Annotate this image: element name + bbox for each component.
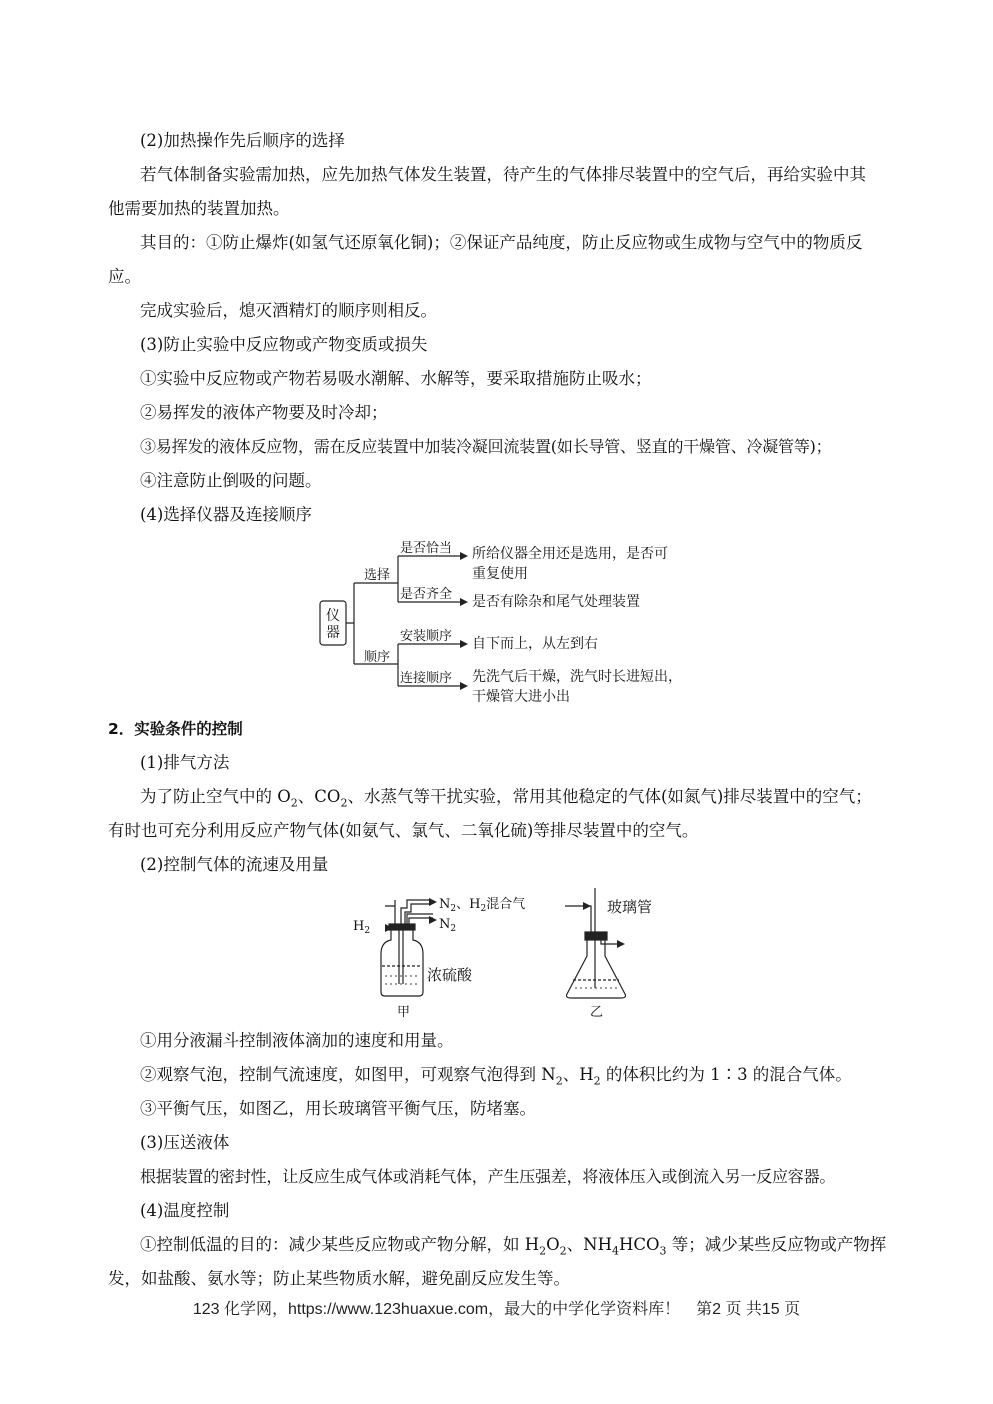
line-sec-heat: (2)加热操作先后顺序的选择 <box>140 131 345 150</box>
label-glass-tube: 玻璃管 <box>607 898 653 916</box>
label-h2-in: $H_2$ <box>353 919 371 936</box>
label-mix-gas: $N_2$、$H_2$混合气 <box>439 897 526 914</box>
line-heat-p2a: 其目的：①防止爆炸(如氢气还原氧化铜)；②保证产品纯度，防止反应物或生成物与空气中的物质反 <box>140 233 863 252</box>
tree-a-proper-2: 重复使用 <box>472 566 528 582</box>
gas-apparatus-figure <box>345 884 675 1024</box>
tree-a-connect-1: 先洗气后干燥，洗气时长进短出， <box>472 669 682 685</box>
tree-a-connect-2: 干燥管大进小出 <box>472 689 570 705</box>
line-exhaust-a: 为了防止空气中的 $O_2$、$CO_2$、水蒸气等干扰实验，常用其他稳定的气体(如氮气)排尽装置中的空气； <box>140 787 872 810</box>
tree-a-complete: 是否有除杂和尾气处理装置 <box>472 594 640 610</box>
label-n2-in: $N_2$ <box>439 917 457 934</box>
line-heat-p2b: 应。 <box>108 267 141 286</box>
line-heat-p1a: 若气体制备实验需加热，应先加热气体发生装置，待产生的气体排尽装置中的空气后，再给实验中其 <box>140 165 866 184</box>
tree-q-proper: 是否恰当 <box>400 541 453 556</box>
line-sec-press: (3)压送液体 <box>140 1133 230 1152</box>
line-sec-flow: (2)控制气体的流速及用量 <box>140 855 329 874</box>
line-press-p: 根据装置的密封性，让反应生成气体或消耗气体，产生压强差，将液体压入或倒流入另一反应容器。 <box>140 1167 836 1186</box>
line-heat-p3: 完成实验后，熄灭酒精灯的顺序则相反。 <box>140 301 437 320</box>
instrument-tree-diagram <box>310 538 710 708</box>
line-sec-prevent: (3)防止实验中反应物或产物变质或损失 <box>140 335 428 354</box>
line-exhaust-b: 有时也可充分利用反应产物气体(如氨气、氯气、二氧化硫)等排尽装置中的空气。 <box>108 821 699 840</box>
line-sec-temp: (4)温度控制 <box>140 1201 230 1220</box>
line-prevent-4: ④注意防止倒吸的问题。 <box>140 471 322 490</box>
tree-branch-select: 选择 <box>364 568 391 583</box>
line-temp-b: 发，如盐酸、氨水等；防止某些物质水解，避免副反应发生等。 <box>108 1269 570 1288</box>
label-conc-acid: 浓硫酸 <box>427 966 473 984</box>
line-heat-p1b: 他需要加热的装置加热。 <box>108 199 290 218</box>
tree-a-install: 自下而上，从左到右 <box>472 636 598 652</box>
line-sec-select: (4)选择仪器及连接顺序 <box>140 505 312 524</box>
tree-q-install: 安装顺序 <box>400 629 453 644</box>
line-temp-a: ①控制低温的目的：减少某些反应物或产物分解，如 $H_2O_2$、$NH_4HCO_3$ 等；减少某些反应物或产物挥 <box>140 1235 887 1258</box>
line-prevent-2: ②易挥发的液体产物要及时冷却； <box>140 403 388 422</box>
label-yi: 乙 <box>590 1005 604 1020</box>
line-prevent-1: ①实验中反应物或产物若易吸水潮解、水解等，要采取措施防止吸水； <box>140 369 652 388</box>
tree-q-connect: 连接顺序 <box>400 671 453 686</box>
page-footer: 123 化学网，https://www.123huaxue.com，最大的中学化学资料库！ 第2 页 共15 页 <box>192 1301 801 1318</box>
wash-bottle-jia <box>381 900 433 996</box>
line-sec-exhaust: (1)排气方法 <box>140 753 230 772</box>
heading-experiment-control: 2．实验条件的控制 <box>108 720 243 738</box>
line-flow-1: ①用分液漏斗控制液体滴加的速度和用量。 <box>140 1031 454 1050</box>
line-flow-3: ③平衡气压，如图乙，用长玻璃管平衡气压，防堵塞。 <box>140 1099 536 1118</box>
label-jia: 甲 <box>397 1005 411 1020</box>
line-flow-2: ②观察气泡，控制气流速度，如图甲，可观察气泡得到 $N_2$、$H_2$ 的体积比约为 1∶3 的混合气体。 <box>140 1065 852 1088</box>
tree-a-proper-1: 所给仪器全用还是选用，是否可 <box>472 546 668 562</box>
tree-q-complete: 是否齐全 <box>400 587 453 602</box>
tree-branch-order: 顺序 <box>364 650 391 665</box>
tree-root-char1: 仪器 <box>326 608 340 641</box>
line-prevent-3: ③易挥发的液体反应物，需在反应装置中加装冷凝回流装置(如长导管、竖直的干燥管、冷凝管等)； <box>140 437 832 456</box>
